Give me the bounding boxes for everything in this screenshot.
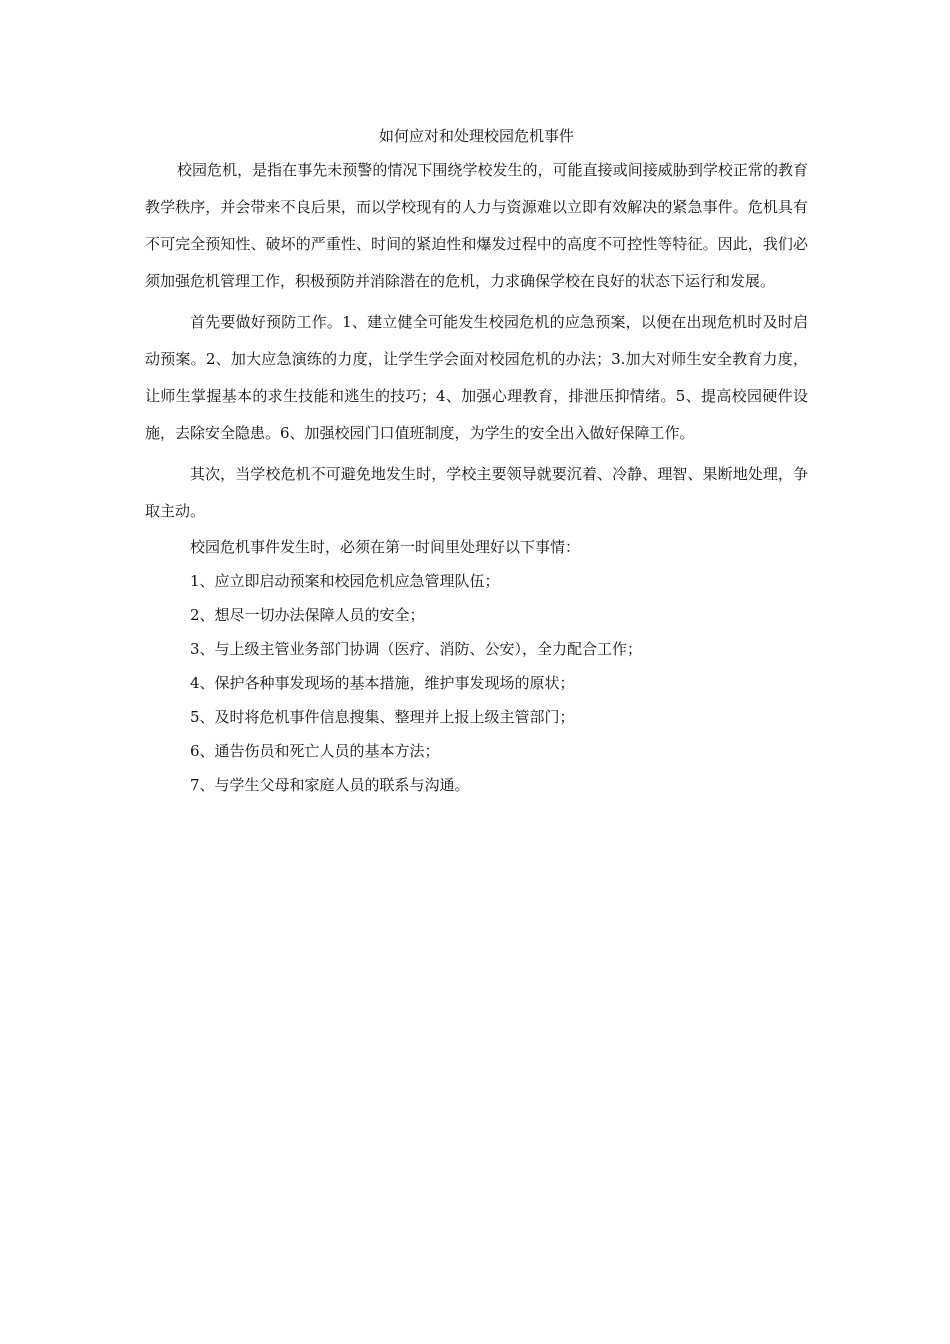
paragraph-prevention: 首先要做好预防工作。1、建立健全可能发生校园危机的应急预案，以便在出现危机时及时启动预案。2、加大应急演练的力度，让学生学会面对校园危机的办法；3.加大对师生安全教育力度，让师生掌握基本的求生技能和逃生的技巧；4、加强心理教育，排泄压抑情绪。5、提高校园硬件设施，去除安全隐患。6、加强校园门口值班制度，为学生的安全出入做好保障工作。 [145,313,808,442]
list-item: 3、与上级主管业务部门协调（医疗、消防、公安），全力配合工作； [190,640,643,658]
list-item: 1、应立即启动预案和校园危机应急管理队伍； [190,572,500,590]
list-item: 6、通告伤员和死亡人员的基本方法； [190,742,440,760]
document-page [145,124,808,802]
list-intro: 校园危机事件发生时，必须在第一时间里处理好以下事情： [190,538,581,556]
list-item: 5、及时将危机事件信息搜集、整理并上报上级主管部门； [190,708,575,726]
list-item: 2、想尽一切办法保障人员的安全； [190,606,425,624]
paragraph-response: 其次，当学校危机不可避免地发生时，学校主要领导就要沉着、冷静、理智、果断地处理，争取主动。 [145,465,808,520]
paragraph-definition: 校园危机，是指在事先未预警的情况下围绕学校发生的，可能直接或间接威胁到学校正常的教育教学秩序，并会带来不良后果，而以学校现有的人力与资源难以立即有效解决的紧急事件。危机具有不可完全预知性、破坏的严重性、时间的紧迫性和爆发过程中的高度不可控性等特征。因此，我们必须加强危机管理工作，积极预防并消除潜在的危机，力求确保学校在良好的状态下运行和发展。 [145,161,808,290]
list-item: 7、与学生父母和家庭人员的联系与沟通。 [190,776,470,794]
document-title: 如何应对和处理校园危机事件 [378,127,574,145]
action-list [145,564,808,802]
list-item: 4、保护各种事发现场的基本措施，维护事发现场的原状； [190,674,575,692]
